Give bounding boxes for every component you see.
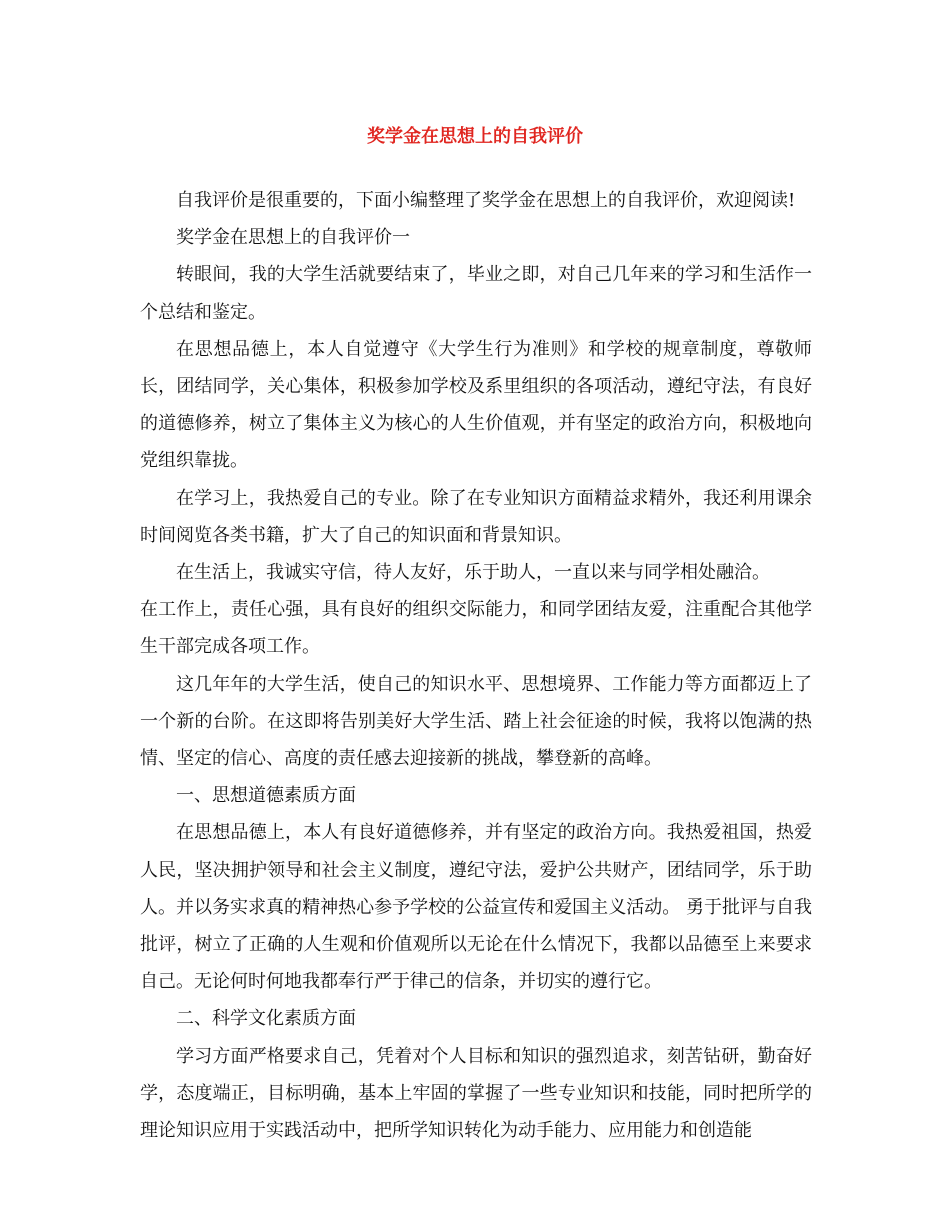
paragraph: 学习方面严格要求自己，凭着对个人目标和知识的强烈追求，刻苦钻研，勤奋好学，态度端正，目标明确，基本上牢固的掌握了一些专业知识和技能，同时把所学的理论知识应用于实践活动中，把所学知识转化为动手能力、应用能力和创造能 <box>140 1045 812 1142</box>
paragraph: 在思想品德上，本人自觉遵守《大学生行为准则》和学校的规章制度，尊敬师长，团结同学，关心集体，积极参加学校及系里组织的各项活动，遵纪守法，有良好的道德修养，树立了集体主义为核心的人生价值观，并有坚定的政治方向，积极地向党组织靠拢。 <box>140 338 812 472</box>
paragraph: 在学习上，我热爱自己的专业。除了在专业知识方面精益求精外，我还利用课余时间阅览各类书籍，扩大了自己的知识面和背景知识。 <box>140 487 812 546</box>
document-title: 奖学金在思想上的自我评价 <box>367 126 583 147</box>
paragraph: 自我评价是很重要的，下面小编整理了奖学金在思想上的自我评价，欢迎阅读! <box>176 190 796 211</box>
paragraph: 奖学金在思想上的自我评价一 <box>176 227 410 249</box>
section-heading: 一、思想道德素质方面 <box>176 785 356 807</box>
section-heading: 二、科学文化素质方面 <box>176 1008 356 1030</box>
paragraph: 转眼间，我的大学生活就要结束了，毕业之即，对自己几年来的学习和生活作一个总结和鉴定。 <box>140 264 812 323</box>
paragraph: 在生活上，我诚实守信，待人友好，乐于助人，一直以来与同学相处融洽。 <box>176 562 770 584</box>
paragraph: 在思想品德上，本人有良好道德修养，并有坚定的政治方向。我热爱祖国，热爱人民，坚决拥护领导和社会主义制度，遵纪守法，爱护公共财产，团结同学，乐于助人。并以务实求真的精神热心参予学校的公益宣传和爱国主义活动。 勇于批评与自我批评，树立了正确的人生观和价值观所以无论在什么情况下，我都以品德至上来要求自己。无论何时何地我都奉行严于律己的信条，并切实的遵行它。 <box>140 822 812 993</box>
paragraph: 这几年年的大学生活，使自己的知识水平、思想境界、工作能力等方面都迈上了一个新的台阶。在这即将告别美好大学生活、踏上社会征途的时候，我将以饱满的热情、坚定的信心、高度的责任感去迎接新的挑战，攀登新的高峰。 <box>140 673 812 770</box>
document-body <box>140 182 812 1149</box>
paragraph: 在工作上，责任心强，具有良好的组织交际能力，和同学团结友爱，注重配合其他学生干部完成各项工作。 <box>140 599 812 658</box>
